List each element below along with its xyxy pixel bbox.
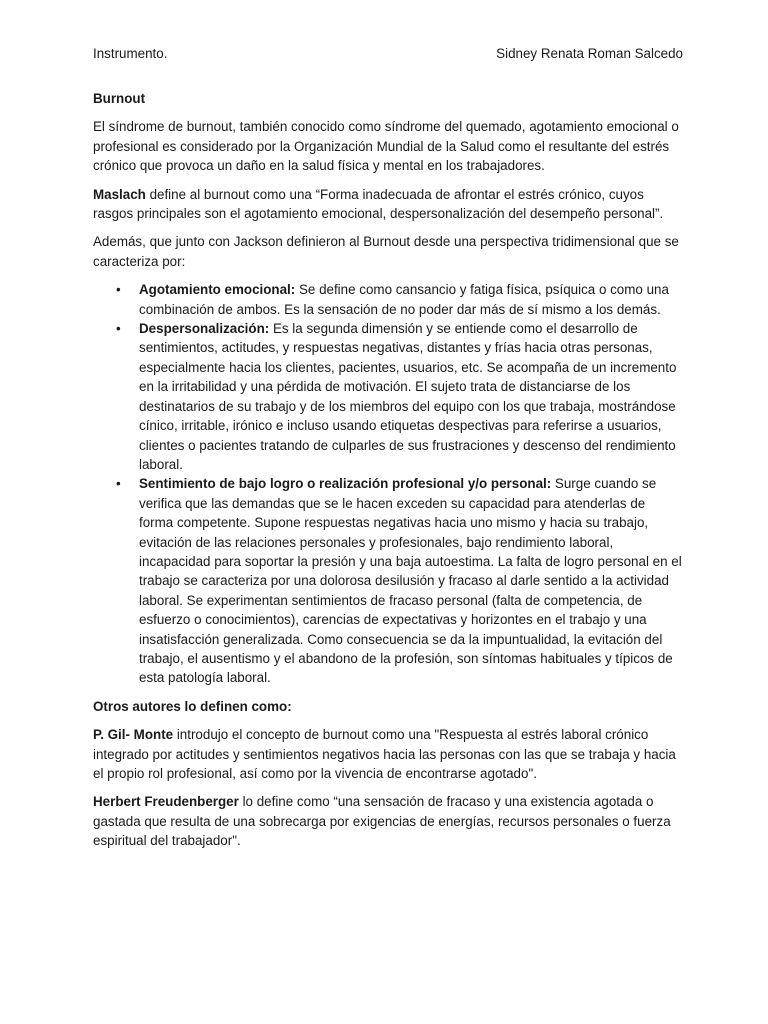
dimensions-list <box>93 280 683 688</box>
author-text: lo define como “una sensación de fracaso y una existencia agotada o gastada que resulta de una sobrecarga por exigencias de energías, recursos personales o fuerza espiritual del trabajador". <box>93 794 671 849</box>
freudenberger-paragraph <box>93 792 683 850</box>
dimension-text: Se define como cansancio y fatiga física, psíquica o como una combinación de ambos. Es la sensación de no poder dar más de sí mismo a los demás. <box>139 282 669 317</box>
bullet-icon: • <box>116 321 121 337</box>
jackson-paragraph: Además, que junto con Jackson definieron al Burnout desde una perspectiva tridimensional que se caracteriza por: <box>93 234 679 269</box>
list-item <box>116 474 683 687</box>
dimension-term: Agotamiento emocional: <box>139 282 296 298</box>
maslach-text: define al burnout como una “Forma inadecuada de afrontar el estrés crónico, cuyos rasgos principales son el agotamiento emocional, despersonalización del desempeño personal”. <box>93 186 664 222</box>
section-title: Burnout <box>93 91 146 106</box>
maslach-name: Maslach <box>93 186 146 202</box>
others-heading: Otros autores lo definen como: <box>93 698 292 714</box>
dimension-text: Surge cuando se verifica que las demandas que se le hacen exceden su capacidad para atenderlas de forma competente. Supone respuestas negativas hacia uno mismo y hacia su trabajo, evitación de las relaciones personales y profesionales, bajo rendimiento laboral, incapacidad para soportar la presión y una baja autoestima. La falta de logro personal en el trabajo se caracteriza por una dolorosa desilusión y fracaso al darle sentido a la actividad laboral. Se experimentan sentimientos de fracaso personal (falta de competencia, de esfuerzo o conocimientos), carencias de expectativas y horizontes en el trabajo y una insatisfacción generalizada. Como consecuencia se da la impuntualidad, la evitación del trabajo, el ausentismo y el abandono de la profesión, son síntomas habituales y típicos de esta patología laboral. <box>139 476 682 686</box>
author-name: Herbert Freudenberger <box>93 794 239 810</box>
gil-monte-paragraph <box>93 725 683 783</box>
bullet-icon: • <box>116 282 121 298</box>
author-name: P. Gil- Monte <box>93 727 174 743</box>
page-header <box>93 44 683 63</box>
intro-paragraph: El síndrome de burnout, también conocido como síndrome del quemado, agotamiento emocional o profesional es considerado por la Organización Mundial de la Salud como el resultante del estrés crónico que provoca un daño en la salud física y mental en los trabajadores. <box>93 119 679 174</box>
bullet-icon: • <box>116 476 121 492</box>
maslach-paragraph <box>93 185 683 224</box>
list-item <box>116 319 683 474</box>
dimension-term: Sentimiento de bajo logro o realización profesional y/o personal: <box>139 476 552 492</box>
document-page <box>93 44 683 860</box>
author-text: introdujo el concepto de burnout como una "Respuesta al estrés laboral crónico integrado por actitudes y sentimientos negativos hacia las personas con las que se trabaja y hacia el propio rol profesional, así como por la vivencia de encontrarse agotado". <box>93 727 676 781</box>
dimension-term: Despersonalización: <box>139 321 270 337</box>
list-item <box>116 280 683 319</box>
dimension-text: Es la segunda dimensión y se entiende como el desarrollo de sentimientos, actitudes, y respuestas negativas, distantes y frías hacia otras personas, especialmente hacia los clientes, pacientes, usuarios, etc. Se acompaña de un incremento en la irritabilidad y una pérdida de motivación. El sujeto trata de distanciarse de los destinatarios de su trabajo y de los miembros del equipo con los que trabaja, mostrándose cínico, irritable, irónico e incluso usando etiquetas despectivas para referirse a usuarios, clientes o pacientes tratando de culparles de sus frustraciones y descenso del rendimiento laboral. <box>139 321 677 472</box>
header-right: Sidney Renata Roman Salcedo <box>496 46 683 61</box>
header-left: Instrumento. <box>93 46 168 61</box>
